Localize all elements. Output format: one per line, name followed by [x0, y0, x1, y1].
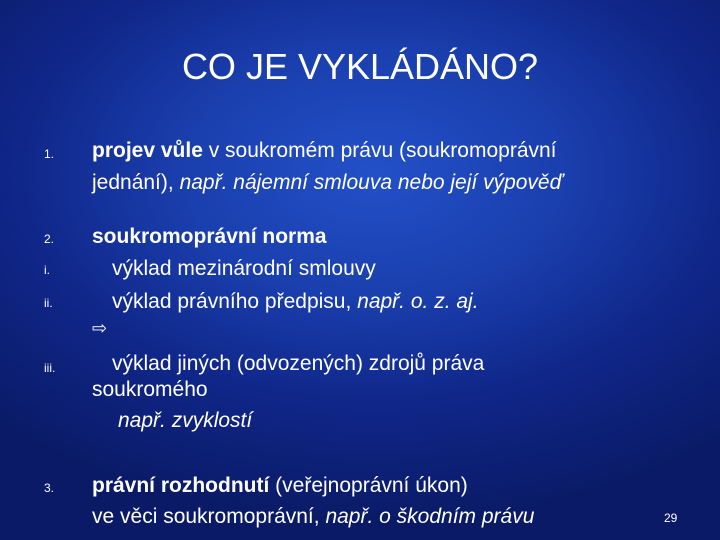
item-number: 1.	[44, 147, 55, 161]
item-3-rest: (veřejnoprávní úkon)	[269, 474, 468, 497]
subitem-iii-line-3	[118, 407, 252, 435]
item-3-line-2-italic: např. o škodním právu	[325, 505, 535, 528]
item-3-bold: právní rozhodnutí	[92, 474, 270, 497]
item-number: 2.	[44, 232, 55, 246]
subitem-i	[112, 255, 376, 283]
subitem-ii	[112, 288, 479, 316]
item-3-line-2-plain: ve věci soukromoprávní,	[92, 505, 326, 528]
item-1-line-2	[92, 169, 563, 197]
item-2-bold: soukromoprávní norma	[92, 225, 327, 248]
subitem-iii-italic: např. zvyklostí	[118, 409, 253, 432]
subitem-i-text: výklad mezinárodní smlouvy	[112, 257, 376, 280]
item-1-line-1	[92, 137, 557, 165]
item-3-line-2	[92, 503, 534, 531]
item-3-line-1	[92, 472, 468, 500]
item-2-heading	[92, 223, 327, 251]
item-1-rest: v soukromém právu (soukromoprávní	[202, 139, 557, 162]
right-arrow-icon: ⇨	[92, 318, 108, 338]
subitem-iii-line-1	[112, 350, 484, 378]
item-number: 3.	[44, 481, 55, 495]
subitem-ii-italic: např. o. z. aj.	[357, 290, 479, 313]
item-1-line-2-plain: jednání),	[92, 171, 180, 194]
subitem-number: iii.	[44, 361, 56, 375]
subitem-iii-line-2	[92, 376, 208, 404]
item-1-bold: projev vůle	[92, 139, 203, 162]
subitem-number: ii.	[44, 296, 53, 310]
subitem-iii-text: výklad jiných (odvozených) zdrojů práva	[112, 352, 485, 375]
subitem-ii-plain: výklad právního předpisu,	[112, 290, 358, 313]
page-number: 29	[664, 511, 678, 525]
subitem-number: i.	[44, 263, 50, 277]
subitem-iii-line-2-text: soukromého	[92, 378, 208, 401]
slide-title: CO JE VYKLÁDÁNO?	[181, 46, 539, 87]
item-1-line-2-italic: např. nájemní smlouva nebo její výpověď	[179, 171, 563, 194]
